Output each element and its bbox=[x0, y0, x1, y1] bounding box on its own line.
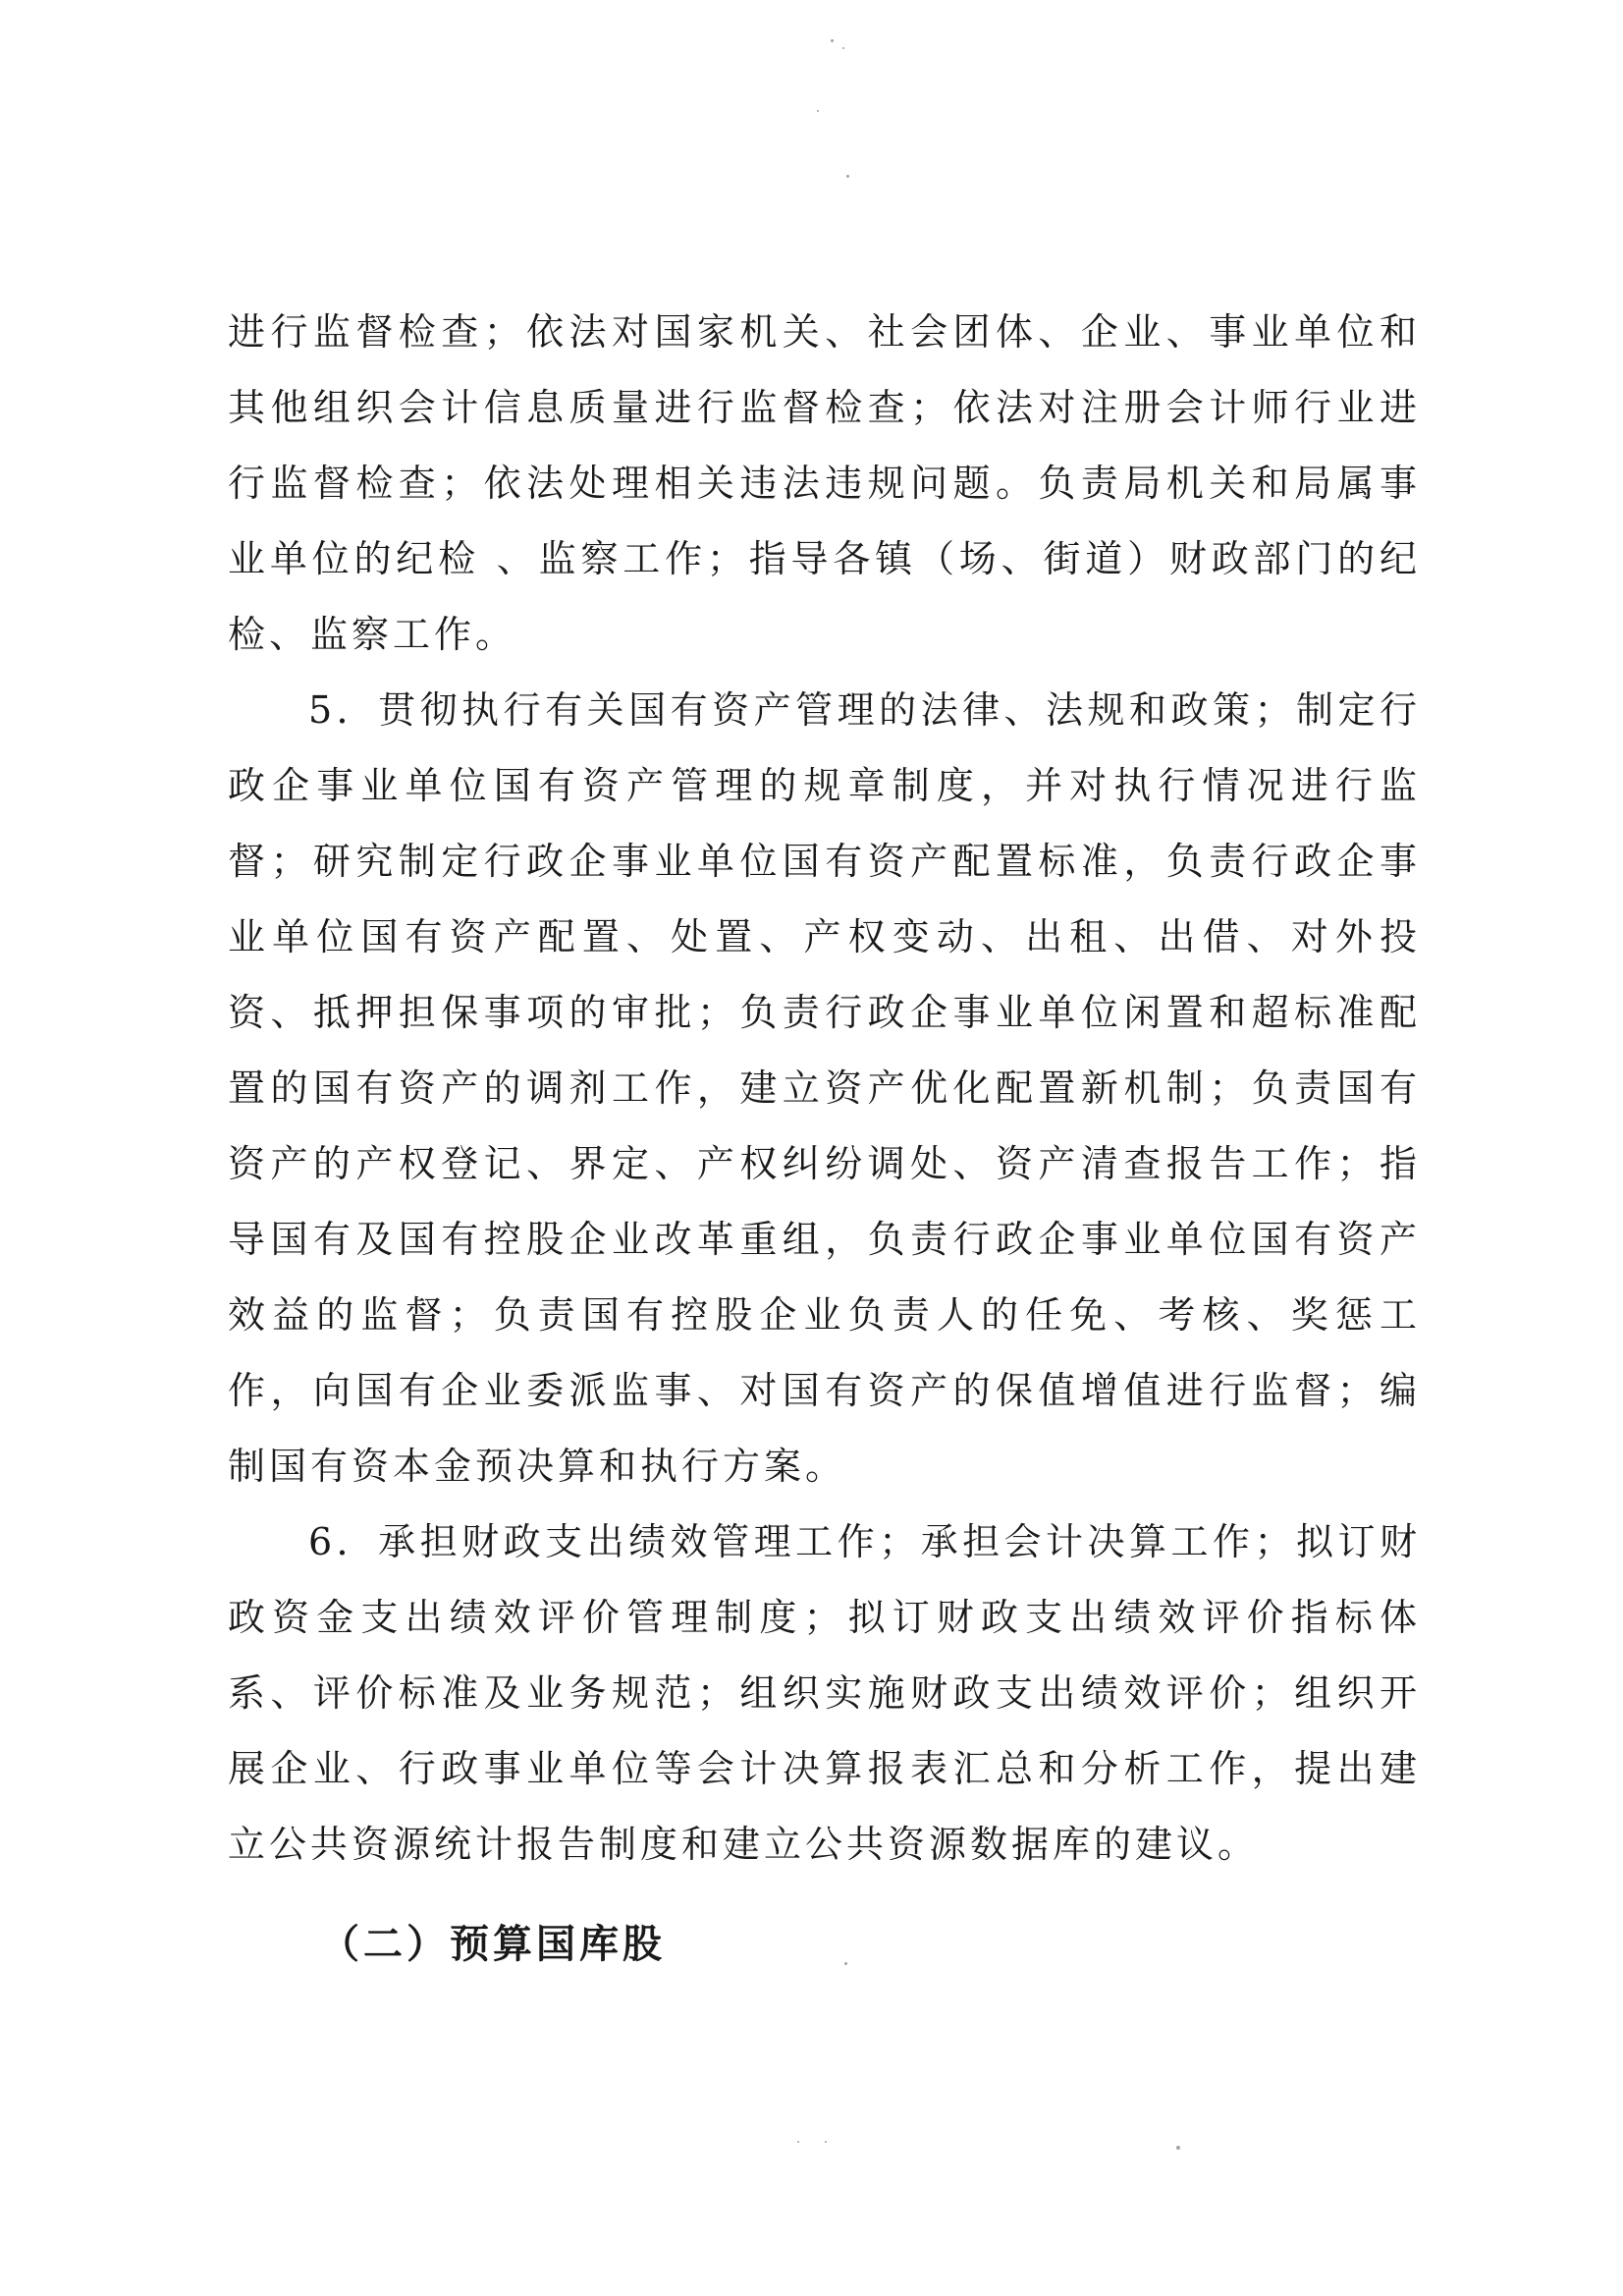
scan-speck bbox=[844, 1962, 847, 1965]
scan-speck bbox=[797, 2141, 799, 2143]
scan-speck bbox=[831, 39, 834, 42]
document-body bbox=[228, 295, 1421, 1982]
scan-speck bbox=[825, 2141, 827, 2143]
paragraph-continuation: 进行监督检查；依法对国家机关、社会团体、企业、事业单位和其他组织会计信息质量进行监督检查；依法对注册会计师行业进行监督检查；依法处理相关违法违规问题。负责局机关和局属事业单位的纪检 、监察工作；指导各镇（场、街道）财政部门的纪检、监察工作。 bbox=[228, 310, 1421, 656]
scan-speck bbox=[817, 110, 819, 112]
paragraph-item-5: 5．贯彻执行有关国有资产管理的法律、法规和政策；制定行政企事业单位国有资产管理的规章制度，并对执行情况进行监督；研究制定行政企事业单位国有资产配置标准，负责行政企事业单位国有资产配置、处置、产权变动、出租、出借、对外投资、抵押担保事项的审批；负责行政企事业单位闲置和超标准配置的国有资产的调剂工作，建立资产优化配置新机制；负责国有资产的产权登记、界定、产权纠纷调处、资产清查报告工作；指导国有及国有控股企业改革重组，负责行政企事业单位国有资产效益的监督；负责国有控股企业负责人的任免、考核、奖惩工作，向国有企业委派监事、对国有资产的保值增值进行监督；编制国有资本金预决算和执行方案。 bbox=[228, 688, 1421, 1488]
scan-speck bbox=[842, 47, 844, 49]
scan-speck bbox=[846, 175, 849, 178]
section-heading: （二）预算国库股 bbox=[320, 1921, 666, 1967]
paragraph-item-6: 6．承担财政支出绩效管理工作；承担会计决算工作；拟订财政资金支出绩效评价管理制度；拟订财政支出绩效评价指标体系、评价标准及业务规范；组织实施财政支出绩效评价；组织开展企业、行政事业单位等会计决算报表汇总和分析工作，提出建立公共资源统计报告制度和建立公共资源数据库的建议。 bbox=[228, 1520, 1421, 1866]
scan-speck bbox=[1176, 2146, 1180, 2150]
